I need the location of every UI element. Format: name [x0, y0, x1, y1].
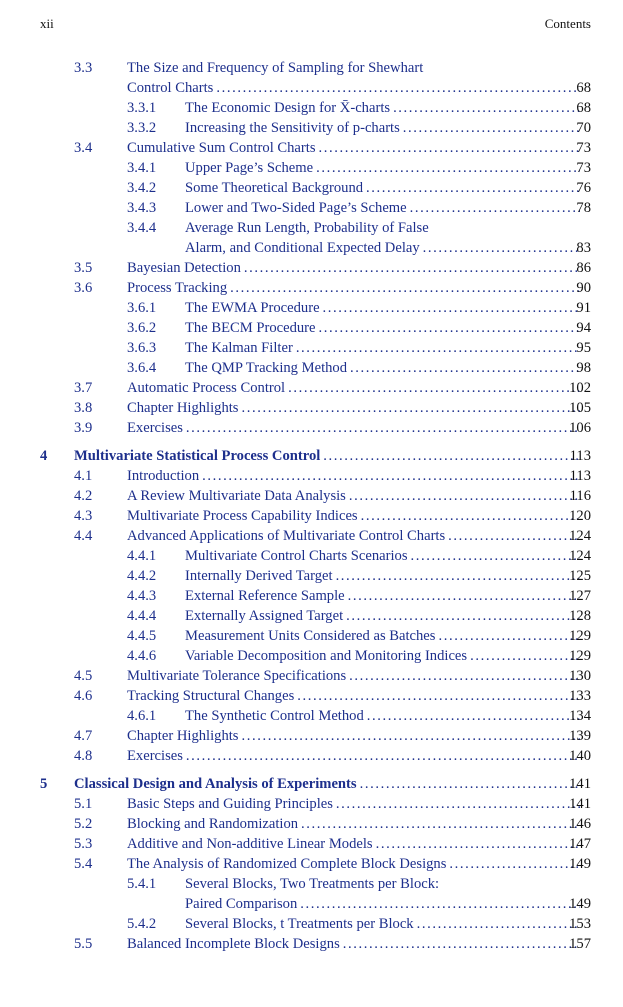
toc-entry-title: The QMP Tracking Method: [185, 360, 348, 376]
toc-entry-number: 5.2: [74, 816, 93, 832]
toc-subsection-entry[interactable]: [0, 238, 623, 258]
toc-subsection-entry[interactable]: [0, 98, 623, 118]
toc-entry-number: 4.4.3: [127, 588, 157, 604]
toc-entry-number: 4.4.5: [127, 628, 157, 644]
toc-entry-number: 3.5: [74, 260, 93, 276]
toc-entry-title: Lower and Two-Sided Page’s Scheme: [185, 200, 407, 216]
toc-entry-number: 3.4.1: [127, 160, 157, 176]
toc-entry-title-wrap: [185, 606, 583, 626]
toc-subsection-entry[interactable]: [0, 358, 623, 378]
dot-leader: [319, 138, 580, 158]
toc-entry-page: 113: [569, 468, 591, 484]
toc-entry-title-wrap: [127, 526, 583, 546]
toc-entry-number: 4.6: [74, 688, 93, 704]
toc-entry-title-wrap: [127, 58, 423, 78]
toc-section-entry[interactable]: [0, 466, 623, 486]
dot-leader: [186, 418, 580, 438]
dot-leader: [297, 686, 580, 706]
toc-entry-title-wrap: [185, 586, 583, 606]
toc-entry-title-wrap: [185, 546, 583, 566]
toc-section-entry[interactable]: [0, 78, 623, 98]
toc-entry-title-wrap: [127, 506, 583, 526]
toc-entry-title-wrap: [127, 854, 583, 874]
toc-entry-number: 3.4: [74, 140, 93, 156]
toc-entry-title-wrap: [185, 338, 583, 358]
dot-leader: [336, 566, 580, 586]
toc-section-entry[interactable]: [0, 258, 623, 278]
toc-entry-number: 3.6.3: [127, 340, 157, 356]
toc-entry-page: 129: [569, 648, 591, 664]
toc-entry-number: 5: [40, 776, 48, 792]
toc-entry-title-wrap: [127, 746, 583, 766]
toc-entry-page: 124: [569, 528, 591, 544]
toc-entry-title: Additive and Non-additive Linear Models: [127, 836, 373, 852]
toc-entry-number: 4.4.6: [127, 648, 157, 664]
toc-entry-title-wrap: [185, 894, 583, 914]
toc-section-entry[interactable]: [0, 506, 623, 526]
toc-entry-title: Multivariate Tolerance Specifications: [127, 668, 347, 684]
toc-entry-title: Several Blocks, Two Treatments per Block:: [185, 876, 440, 892]
toc-entry-title-wrap: [127, 398, 583, 418]
toc-entry-page: 141: [569, 776, 591, 792]
toc-entry-title-wrap: [185, 914, 583, 934]
dot-leader: [350, 358, 580, 378]
toc-entry-number: 4.5: [74, 668, 93, 684]
toc-entry-page: 68: [576, 80, 591, 96]
toc-entry-page: 83: [576, 240, 591, 256]
toc-entry-number: 5.1: [74, 796, 93, 812]
dot-leader: [241, 726, 580, 746]
toc-entry-title-wrap: [74, 446, 583, 466]
toc-entry-page: 94: [576, 320, 591, 336]
toc-subsection-entry[interactable]: [0, 298, 623, 318]
toc-entry-title: Several Blocks, t Treatments per Block: [185, 916, 414, 932]
toc-section-entry[interactable]: [0, 418, 623, 438]
toc-entry-page: 149: [569, 856, 591, 872]
toc-entry-number: 3.6.4: [127, 360, 157, 376]
toc-entry-title-wrap: [74, 774, 583, 794]
dot-leader: [411, 546, 580, 566]
toc-entry-title-wrap: [127, 258, 583, 278]
dot-leader: [323, 298, 580, 318]
toc-entry-title: The EWMA Procedure: [185, 300, 320, 316]
toc-entry-title-wrap: [127, 934, 583, 954]
dot-leader: [202, 466, 580, 486]
toc-entry-number: 5.4: [74, 856, 93, 872]
toc-entry-title: The Synthetic Control Method: [185, 708, 364, 724]
toc-entry-page: 134: [569, 708, 591, 724]
toc-entry-title: The Size and Frequency of Sampling for Shewhart: [127, 60, 424, 76]
toc-entry-page: 76: [576, 180, 591, 196]
toc-entry-page: 116: [569, 488, 591, 504]
dot-leader: [448, 526, 580, 546]
toc-entry-number: 3.3.1: [127, 100, 157, 116]
dot-leader: [288, 378, 580, 398]
toc-entry-title-wrap: [185, 118, 583, 138]
toc-entry-title: Tracking Structural Changes: [127, 688, 295, 704]
toc-entry-page: 102: [569, 380, 591, 396]
toc-subsection-entry[interactable]: [0, 218, 623, 238]
toc-subsection-entry[interactable]: [0, 874, 623, 894]
toc-entry-title-wrap: [127, 418, 583, 438]
toc-section-entry[interactable]: [0, 378, 623, 398]
toc-entry-page: 125: [569, 568, 591, 584]
toc-entry-title: Paired Comparison: [185, 896, 298, 912]
dot-leader: [300, 894, 580, 914]
toc-entry-title: Increasing the Sensitivity of p-charts: [185, 120, 400, 136]
toc-entry-title: Classical Design and Analysis of Experiments: [74, 776, 357, 792]
toc-entry-title: Basic Steps and Guiding Principles: [127, 796, 333, 812]
toc-entry-title: The BECM Procedure: [185, 320, 316, 336]
page-number: xii: [40, 16, 54, 31]
toc-entry-number: 4.3: [74, 508, 93, 524]
dot-leader: [393, 98, 580, 118]
toc-entry-number: 3.4.4: [127, 220, 157, 236]
toc-entry-title-wrap: [185, 358, 583, 378]
toc-entry-title: Bayesian Detection: [127, 260, 241, 276]
toc-entry-title: Advanced Applications of Multivariate Control Charts: [127, 528, 446, 544]
toc-entry-page: 149: [569, 896, 591, 912]
toc-section-entry[interactable]: [0, 686, 623, 706]
toc-entry-number: 4.1: [74, 468, 93, 484]
dot-leader: [316, 158, 580, 178]
toc-subsection-entry[interactable]: [0, 566, 623, 586]
toc-entry-title: External Reference Sample: [185, 588, 345, 604]
toc-entry-title-wrap: [185, 646, 583, 666]
toc-entry-page: 73: [576, 140, 591, 156]
toc-subsection-entry[interactable]: [0, 706, 623, 726]
toc-entry-number: 4.4.2: [127, 568, 157, 584]
toc-entry-title-wrap: [127, 278, 583, 298]
dot-leader: [367, 706, 580, 726]
toc-entry-number: 4.6.1: [127, 708, 157, 724]
toc-chapter-entry[interactable]: [0, 774, 623, 794]
table-of-contents: [0, 58, 623, 954]
dot-leader: [216, 78, 580, 98]
toc-entry-title: Multivariate Control Charts Scenarios: [185, 548, 408, 564]
toc-entry-title-wrap: [185, 98, 583, 118]
toc-section-entry[interactable]: [0, 794, 623, 814]
toc-entry-title-wrap: [127, 794, 583, 814]
toc-entry-title: Blocking and Randomization: [127, 816, 299, 832]
toc-entry-title: A Review Multivariate Data Analysis: [127, 488, 346, 504]
toc-entry-page: 98: [576, 360, 591, 376]
toc-entry-title-wrap: [185, 566, 583, 586]
toc-entry-title: Measurement Units Considered as Batches: [185, 628, 436, 644]
toc-entry-page: 70: [576, 120, 591, 136]
toc-entry-title: Multivariate Statistical Process Control: [74, 448, 321, 464]
toc-entry-title: The Analysis of Randomized Complete Block Designs: [127, 856, 447, 872]
toc-entry-title: Chapter Highlights: [127, 400, 239, 416]
toc-entry-title: Balanced Incomplete Block Designs: [127, 936, 340, 952]
toc-section-entry[interactable]: [0, 486, 623, 506]
toc-entry-page: 105: [569, 400, 591, 416]
toc-entry-title: Multivariate Process Capability Indices: [127, 508, 358, 524]
toc-entry-page: 95: [576, 340, 591, 356]
dot-leader: [417, 914, 580, 934]
toc-entry-page: 86: [576, 260, 591, 276]
toc-entry-number: 3.4.3: [127, 200, 157, 216]
toc-entry-title-wrap: [185, 178, 583, 198]
dot-leader: [343, 934, 580, 954]
toc-entry-page: 128: [569, 608, 591, 624]
dot-leader: [366, 178, 580, 198]
toc-entry-title-wrap: [185, 218, 429, 238]
toc-entry-number: 4.4.1: [127, 548, 157, 564]
toc-chapter-entry[interactable]: [0, 446, 623, 466]
toc-subsection-entry[interactable]: [0, 178, 623, 198]
toc-subsection-entry[interactable]: [0, 606, 623, 626]
toc-entry-title-wrap: [185, 238, 583, 258]
toc-entry-title-wrap: [127, 138, 583, 158]
toc-entry-page: 127: [569, 588, 591, 604]
toc-entry-title-wrap: [127, 486, 583, 506]
toc-entry-number: 4.2: [74, 488, 93, 504]
dot-leader: [349, 486, 580, 506]
toc-entry-page: 129: [569, 628, 591, 644]
toc-subsection-entry[interactable]: [0, 646, 623, 666]
toc-entry-number: 5.4.1: [127, 876, 157, 892]
dot-leader: [423, 238, 580, 258]
dot-leader: [361, 506, 580, 526]
toc-entry-number: 4.4.4: [127, 608, 157, 624]
toc-entry-title: Externally Assigned Target: [185, 608, 344, 624]
toc-entry-title: Alarm, and Conditional Expected Delay: [185, 240, 420, 256]
toc-entry-number: 3.3: [74, 60, 93, 76]
toc-entry-title-wrap: [127, 78, 583, 98]
toc-entry-title-wrap: [185, 706, 583, 726]
toc-section-entry[interactable]: [0, 934, 623, 954]
toc-section-entry[interactable]: [0, 398, 623, 418]
dot-leader: [296, 338, 580, 358]
dot-leader: [336, 794, 580, 814]
toc-subsection-entry[interactable]: [0, 118, 623, 138]
dot-leader: [241, 398, 580, 418]
toc-entry-title: Variable Decomposition and Monitoring Indices: [185, 648, 468, 664]
toc-entry-title: The Economic Design for X̄-charts: [185, 100, 391, 116]
toc-entry-page: 139: [569, 728, 591, 744]
toc-entry-page: 91: [576, 300, 591, 316]
toc-entry-title-wrap: [127, 834, 583, 854]
toc-entry-page: 90: [576, 280, 591, 296]
toc-entry-page: 157: [569, 936, 591, 952]
toc-entry-title: Chapter Highlights: [127, 728, 239, 744]
toc-entry-page: 113: [569, 448, 591, 464]
toc-entry-page: 124: [569, 548, 591, 564]
toc-entry-title: The Kalman Filter: [185, 340, 293, 356]
toc-section-entry[interactable]: [0, 138, 623, 158]
toc-entry-page: 146: [569, 816, 591, 832]
dot-leader: [403, 118, 580, 138]
toc-entry-page: 147: [569, 836, 591, 852]
toc-entry-title-wrap: [127, 666, 583, 686]
toc-entry-page: 73: [576, 160, 591, 176]
toc-section-entry[interactable]: [0, 834, 623, 854]
dot-leader: [348, 586, 580, 606]
toc-entry-number: 4: [40, 448, 48, 464]
toc-entry-title: Automatic Process Control: [127, 380, 286, 396]
toc-entry-number: 3.4.2: [127, 180, 157, 196]
toc-entry-title: Average Run Length, Probability of False: [185, 220, 429, 236]
toc-subsection-entry[interactable]: [0, 158, 623, 178]
toc-entry-title-wrap: [185, 298, 583, 318]
toc-section-entry[interactable]: [0, 526, 623, 546]
toc-entry-title-wrap: [127, 686, 583, 706]
toc-subsection-entry[interactable]: [0, 318, 623, 338]
toc-entry-number: 5.4.2: [127, 916, 157, 932]
dot-leader: [301, 814, 580, 834]
toc-entry-title: Cumulative Sum Control Charts: [127, 140, 316, 156]
toc-entry-title: Some Theoretical Background: [185, 180, 364, 196]
toc-entry-number: 3.8: [74, 400, 93, 416]
dot-leader: [376, 834, 580, 854]
dot-leader: [449, 854, 580, 874]
toc-entry-number: 5.3: [74, 836, 93, 852]
dot-leader: [349, 666, 580, 686]
toc-subsection-entry[interactable]: [0, 914, 623, 934]
toc-entry-number: 3.7: [74, 380, 93, 396]
toc-subsection-entry[interactable]: [0, 626, 623, 646]
dot-leader: [360, 774, 580, 794]
toc-entry-number: 3.3.2: [127, 120, 157, 136]
toc-entry-number: 3.6.2: [127, 320, 157, 336]
toc-entry-number: 4.7: [74, 728, 93, 744]
toc-entry-title-wrap: [127, 814, 583, 834]
toc-entry-title: Internally Derived Target: [185, 568, 333, 584]
toc-entry-title: Exercises: [127, 420, 183, 436]
toc-entry-number: 4.4: [74, 528, 93, 544]
dot-leader: [438, 626, 580, 646]
toc-subsection-entry[interactable]: [0, 894, 623, 914]
toc-entry-title-wrap: [185, 874, 439, 894]
dot-leader: [323, 446, 580, 466]
toc-section-entry[interactable]: [0, 58, 623, 78]
toc-entry-number: 3.6: [74, 280, 93, 296]
toc-subsection-entry[interactable]: [0, 586, 623, 606]
dot-leader: [470, 646, 580, 666]
dot-leader: [319, 318, 580, 338]
toc-entry-title: Exercises: [127, 748, 183, 764]
toc-entry-title-wrap: [185, 318, 583, 338]
toc-entry-page: 106: [569, 420, 591, 436]
toc-entry-title-wrap: [127, 466, 583, 486]
toc-entry-title-wrap: [127, 378, 583, 398]
toc-entry-title-wrap: [185, 626, 583, 646]
toc-entry-title-wrap: [185, 158, 583, 178]
dot-leader: [230, 278, 580, 298]
toc-entry-page: 153: [569, 916, 591, 932]
toc-subsection-entry[interactable]: [0, 338, 623, 358]
toc-entry-page: 133: [569, 688, 591, 704]
toc-entry-page: 140: [569, 748, 591, 764]
dot-leader: [186, 746, 580, 766]
toc-section-entry[interactable]: [0, 814, 623, 834]
toc-section-entry[interactable]: [0, 854, 623, 874]
dot-leader: [410, 198, 580, 218]
toc-section-entry[interactable]: [0, 726, 623, 746]
page-header: [40, 16, 591, 36]
toc-entry-page: 120: [569, 508, 591, 524]
toc-entry-title-wrap: [127, 726, 583, 746]
toc-entry-number: 4.8: [74, 748, 93, 764]
toc-entry-title: Control Charts: [127, 80, 214, 96]
toc-entry-number: 3.6.1: [127, 300, 157, 316]
toc-entry-page: 130: [569, 668, 591, 684]
toc-entry-title: Upper Page’s Scheme: [185, 160, 314, 176]
toc-entry-page: 141: [569, 796, 591, 812]
toc-section-entry[interactable]: [0, 278, 623, 298]
dot-leader: [346, 606, 580, 626]
toc-entry-number: 5.5: [74, 936, 93, 952]
dot-leader: [244, 258, 580, 278]
toc-entry-number: 3.9: [74, 420, 93, 436]
toc-entry-page: 78: [576, 200, 591, 216]
toc-entry-title: Introduction: [127, 468, 200, 484]
toc-section-entry[interactable]: [0, 746, 623, 766]
toc-section-entry[interactable]: [0, 666, 623, 686]
toc-subsection-entry[interactable]: [0, 546, 623, 566]
running-title: Contents: [544, 16, 591, 31]
toc-entry-page: 68: [576, 100, 591, 116]
toc-entry-title: Process Tracking: [127, 280, 228, 296]
toc-entry-title-wrap: [185, 198, 583, 218]
toc-subsection-entry[interactable]: [0, 198, 623, 218]
